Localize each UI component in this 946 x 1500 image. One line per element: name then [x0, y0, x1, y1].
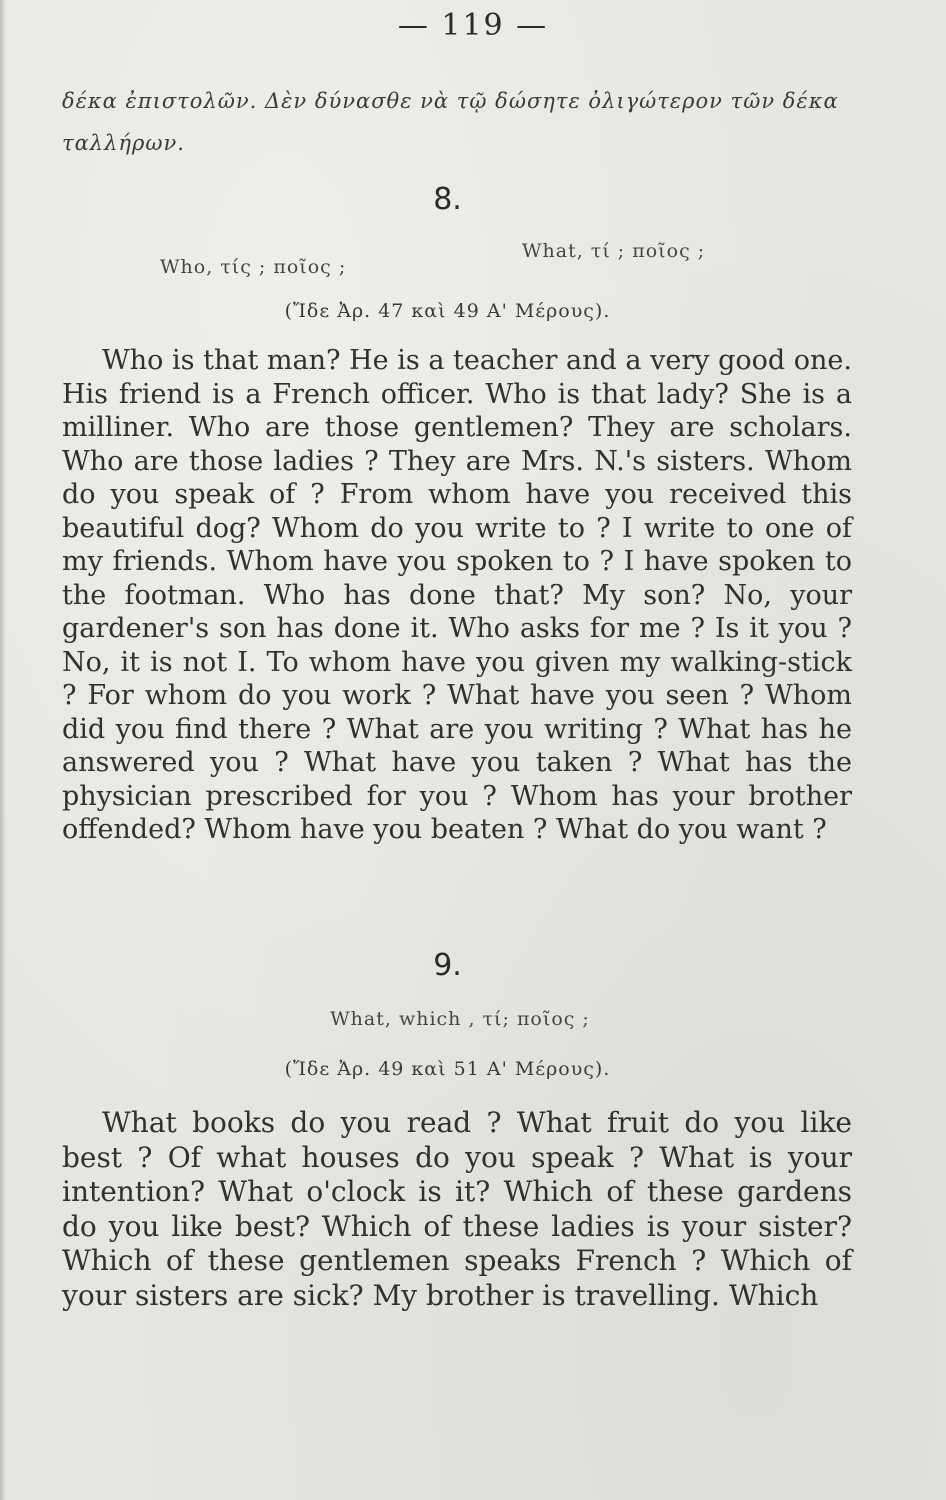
section-9-paragraph: What books do you read ? What fruit do you like best ? Of what houses do you speak ? What is your intention? What o'clock is it? Which of these gardens do you like best? Which of these ladies is your sister? Which of these gentlemen speaks French ? Which of your sisters are sick? My brother is travelling. Which: [62, 1106, 852, 1312]
section-8-number: 8.: [433, 182, 462, 217]
section-9-vocab-which: What, which , τί; ποῖος ;: [330, 1008, 590, 1030]
section-9-reference: (Ἴδε Ἀρ. 49 καὶ 51 Α' Μέρους).: [284, 1058, 611, 1080]
section-8-vocab-what: What, τί ; ποῖος ;: [522, 240, 706, 262]
section-8-paragraph: Who is that man? He is a teacher and a very good one. His friend is a French officer. Who is that lady? She is a milliner. Who are those gentlemen? They are scholars. Who are those ladies ? They are Mrs. N.'s sisters. Whom do you speak of ? From whom have you received this beautiful dog? Whom do you write to ? I write to one of my friends. Whom have you spoken to ? I have spoken to the footman. Who has done that? My son? No, your gardener's son has done it. Who asks for me ? Is it you ? No, it is not I. To whom have you given my walking-stick ? For whom do you work ? What have you seen ? Whom did you find there ? What are you writing ? What has he answered you ? What have you taken ? What has the physician prescribed for you ? Whom has your brother offended? Whom have you beaten ? What do you want ?: [62, 345, 852, 845]
section-9-number: 9.: [433, 948, 462, 983]
greek-continuation-text: δέκα ἐπιστολῶν. Δὲν δύνασθε νὰ τῷ δώσητε ὀλιγώτερον τῶν δέκα ταλλήρων.: [62, 89, 839, 155]
section-8-vocab-who: Who, τίς ; ποῖος ;: [160, 256, 347, 278]
page-spine-shadow: [0, 0, 6, 1500]
page-number: — 119 —: [397, 8, 549, 43]
section-8-reference: (Ἴδε Ἀρ. 47 καὶ 49 Α' Μέρους).: [284, 300, 611, 322]
